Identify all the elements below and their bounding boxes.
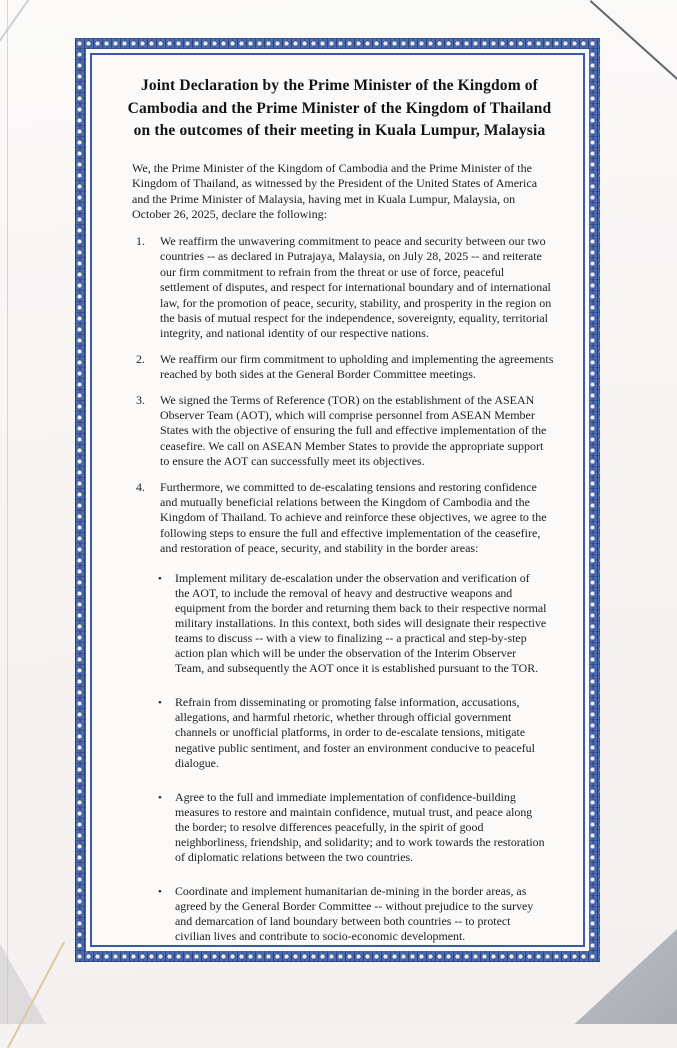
item-number: 2. — [136, 351, 145, 366]
top-left-crease — [0, 0, 32, 43]
numbered-list — [122, 234, 557, 557]
bullet-text: Implement military de-escalation under the observation and verification of the AOT, to include the removal of heavy and destructive weapons and equipment from the border and returning them back to their respective normal military installations. In this context, both sides will designate their respective teams to discuss -- with a view to finalizing -- a practical and step-by-step action plan which will be under the observation of the Interim Observer Team, and subsequently the AOT once it is established pursuant to the TOR. — [175, 570, 547, 676]
title-line-2: Cambodia and the Prime Minister of the Kingdom of Thailand — [127, 99, 552, 117]
top-right-crease — [590, 0, 677, 82]
bullet-text: Agree to the full and immediate implementation of confidence-building measures to restore and maintain confidence, mutual trust, and peace along the border; to resolve differences peacefully, in the spirit of good neighborliness, friendship, and solidarity; and to work towards the restoration of diplomatic relations between the two countries. — [175, 789, 545, 865]
bullet-text: Coordinate and implement humanitarian de-mining in the border areas, as agreed by the General Border Committee -- without prejudice to the survey and demarcation of land boundary between both countries -- to protect civilian lives and contribute to socio-economic development. — [175, 884, 534, 944]
numbered-item-2 — [136, 352, 557, 383]
bullet-marker: • — [158, 697, 162, 710]
title-line-3: on the outcomes of their meeting in Kuala Lumpur, Malaysia — [133, 122, 546, 139]
bullet-marker: • — [158, 886, 162, 899]
bullet-marker: • — [158, 791, 162, 804]
item-text: We reaffirm our firm commitment to upholding and implementing the agreements reached by both sides at the General Border Committee meetings. — [160, 351, 554, 382]
item-text: We signed the Terms of Reference (TOR) on the establishment of the ASEAN Observer Team (AOT), which will comprise personnel from ASEAN Member States with the objective of ensuring the full and effective implementation of the ceasefire. We call on ASEAN Member States to provide the appropriate support to ensure the AOT can successfully meet its objectives. — [160, 392, 547, 469]
item-number: 1. — [136, 233, 145, 248]
bottom-left-corner-shadow — [0, 944, 46, 1024]
frame-white-gap — [86, 49, 589, 951]
bullet-item-1 — [158, 571, 547, 677]
item-text: We reaffirm the unwavering commitment to peace and security between our two countries -- as declared in Putrajaya, Malaysia, on July 28, 2025 -- and reiterate our firm commitment to refrain from the threat or use of force, peaceful settlement of disputes, and respect for international boundary and of international law, for the promotion of peace, security, stability, and prosperity in the region on the basis of mutual respect for the independence, sovereignty, equality, territorial integrity, and national identity of our respective nations. — [160, 233, 552, 341]
decorative-border-frame — [75, 38, 600, 962]
numbered-item-4 — [136, 480, 557, 557]
item-number: 4. — [136, 479, 145, 494]
page-left-edge — [7, 0, 8, 1024]
bullet-text: Refrain from disseminating or promoting false information, accusations, allegations, and harmful rhetoric, whether through official government channels or unofficial platforms, in order to de-escalate tensions, mitigate negative public sentiment, and foster an environment conducive to peaceful dialogue. — [175, 695, 535, 770]
item-number: 3. — [136, 392, 145, 407]
numbered-item-3 — [136, 393, 557, 470]
intro-paragraph: We, the Prime Minister of the Kingdom of Cambodia and the Prime Minister of the Kingdom of Thailand, as witnessed by the President of the United States of America and the Prime Minister of Malaysia, having met in Kuala Lumpur, Malaysia, on October 26, 2025, declare the following: — [132, 160, 538, 222]
numbered-item-1 — [136, 234, 557, 342]
frame-inner-rule — [90, 53, 585, 947]
title-line-1: Joint Declaration by the Prime Minister of the Kingdom of — [140, 77, 538, 94]
bullet-item-3 — [158, 790, 547, 865]
item-text: Furthermore, we committed to de-escalating tensions and restoring confidence and mutually beneficial relations between the Kingdom of Cambodia and the Kingdom of Thailand. To achieve and reinforce these objectives, we agree to the following steps to ensure the full and effective implementation of the ceasefire, and restoration of peace, security, and stability in the border areas: — [160, 479, 547, 556]
bullet-item-4 — [158, 884, 547, 944]
bullet-marker: • — [158, 572, 162, 585]
document-title — [122, 75, 557, 143]
bullet-list — [122, 571, 557, 945]
bullet-item-2 — [158, 695, 547, 770]
